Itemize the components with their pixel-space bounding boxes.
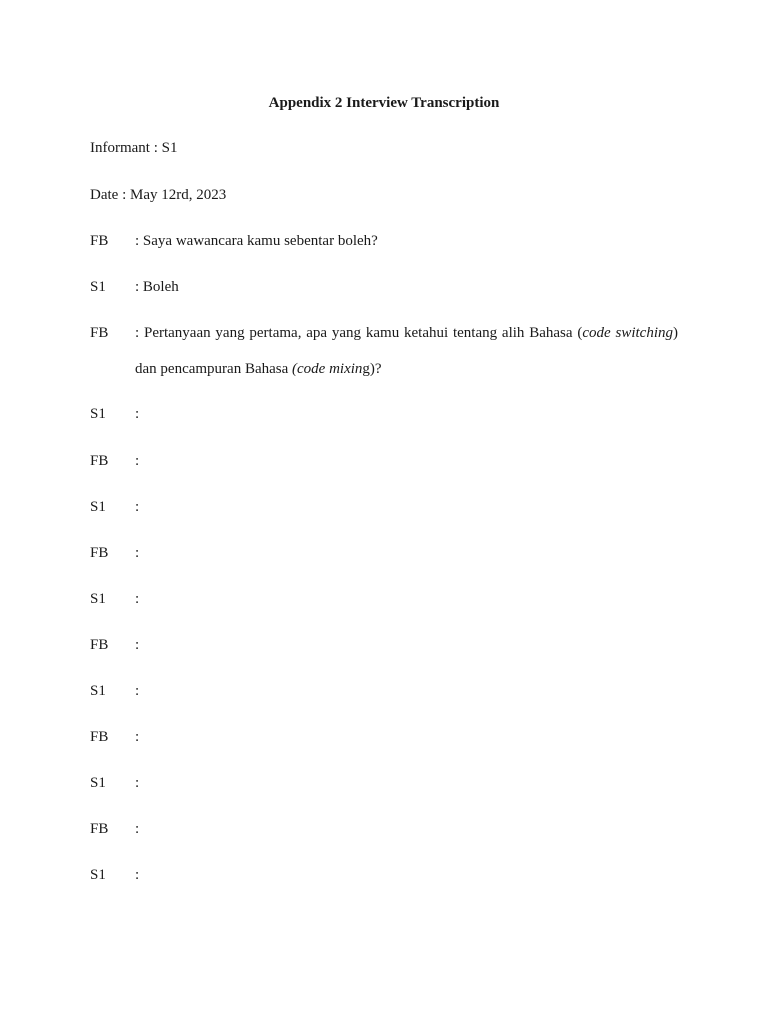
speaker-label: S1: [90, 279, 106, 295]
utterance-line-2: [135, 351, 678, 387]
utterance-text-multiline: [135, 315, 678, 387]
speaker-label: FB: [90, 545, 109, 561]
speaker-label: S1: [90, 775, 106, 791]
utterance-segment: : Pertanyaan yang pertama, apa yang kamu ketahui tentang alih Bahasa (: [135, 325, 583, 341]
speaker-label: S1: [90, 867, 106, 883]
utterance-text: :: [135, 545, 140, 561]
speaker-label: FB: [90, 637, 109, 653]
speaker-label: S1: [90, 683, 106, 699]
speaker-label: FB: [90, 325, 109, 341]
utterance-text: : Saya wawancara kamu sebentar boleh?: [135, 233, 378, 249]
utterance-text: :: [135, 729, 140, 745]
utterance-italic-term: code switching: [582, 325, 673, 341]
speaker-label: S1: [90, 499, 106, 515]
utterance-text: :: [135, 637, 140, 653]
utterance-line-1: [135, 315, 678, 351]
speaker-label: S1: [90, 406, 106, 422]
page-title: Appendix 2 Interview Transcription: [268, 95, 500, 111]
speaker-label: FB: [90, 233, 109, 249]
utterance-segment: ): [673, 325, 678, 341]
utterance-italic-term: (code mixin: [292, 361, 363, 377]
utterance-text: :: [135, 406, 140, 422]
utterance-text: :: [135, 821, 140, 837]
utterance-text: :: [135, 867, 140, 883]
date-line: Date : May 12rd, 2023: [90, 187, 227, 203]
utterance-text: :: [135, 453, 140, 469]
utterance-text: :: [135, 591, 140, 607]
speaker-label: S1: [90, 591, 106, 607]
utterance-text: :: [135, 775, 140, 791]
utterance-segment: dan pencampuran Bahasa: [135, 361, 293, 377]
utterance-text: :: [135, 683, 140, 699]
speaker-label: FB: [90, 729, 109, 745]
informant-line: Informant : S1: [90, 140, 178, 156]
speaker-label: FB: [90, 821, 109, 837]
utterance-text: : Boleh: [135, 279, 179, 295]
utterance-segment: g)?: [362, 361, 382, 377]
utterance-text: :: [135, 499, 140, 515]
speaker-label: FB: [90, 453, 109, 469]
